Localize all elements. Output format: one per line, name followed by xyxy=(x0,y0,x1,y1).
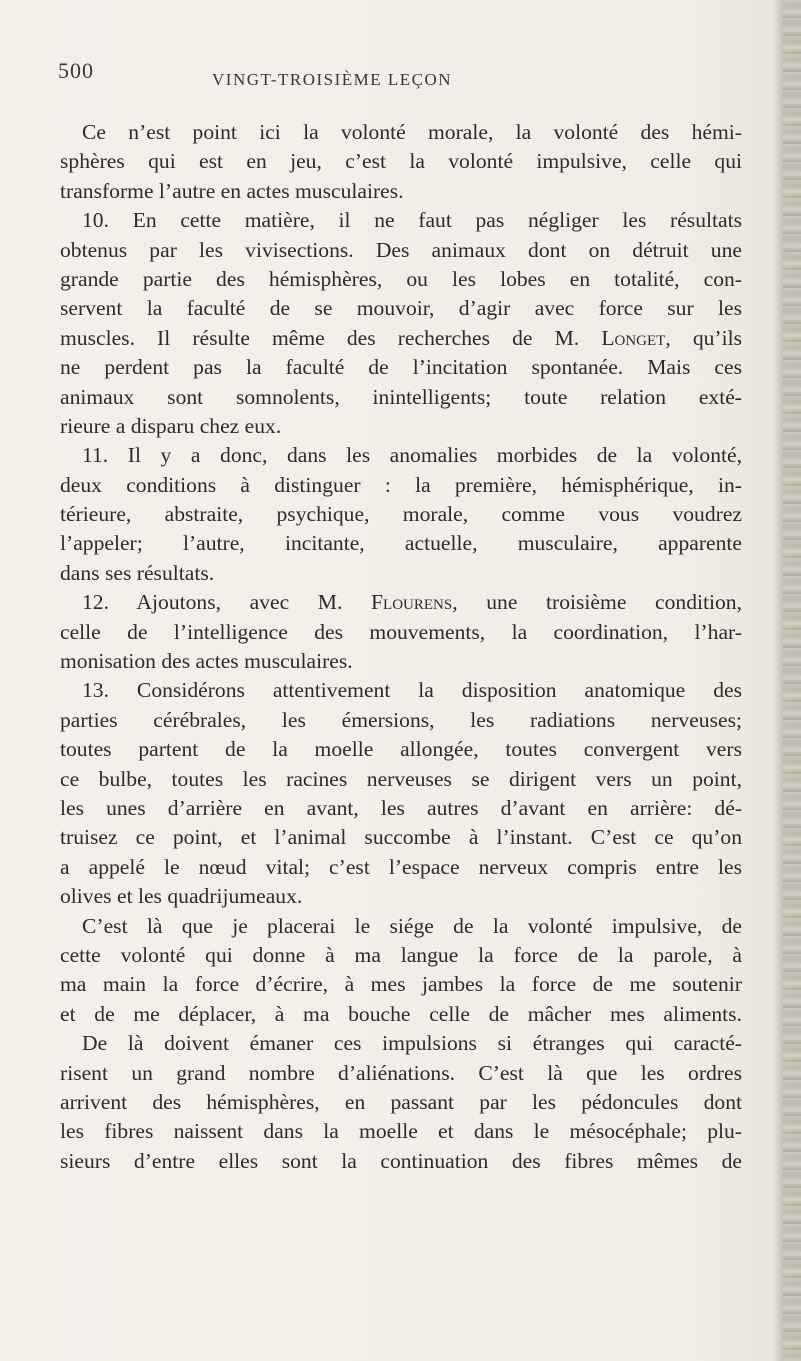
text-line: les unes d’arrière en avant, les autres d’avant en arrière: dé- xyxy=(60,795,742,820)
text-line: animaux sont somnolents, inintelligents; toute relation exté- xyxy=(60,384,742,409)
text-line: celle de l’intelligence des mouvements, la coordination, l’har- xyxy=(60,619,742,644)
text-line: Ce n’est point ici la volonté morale, la volonté des hémi- xyxy=(82,120,742,144)
text-line: 12. Ajoutons, avec M. Flourens, une troisième condition, xyxy=(82,590,742,615)
small-caps-name: Flourens xyxy=(371,590,453,615)
text-line: obtenus par les vivisections. Des animaux dont on détruit une xyxy=(60,237,742,262)
text-line: arrivent des hémisphères, en passant par les pédoncules dont xyxy=(60,1089,742,1114)
small-caps-name: Longet xyxy=(601,325,666,350)
text-line: l’appeler; l’autre, incitante, actuelle, musculaire, apparente xyxy=(60,531,742,556)
text-line: ma main la force d’écrire, à mes jambes la force de me soutenir xyxy=(60,972,742,997)
text-line: transforme l’autre en actes musculaires. xyxy=(60,178,404,203)
text-line: ce bulbe, toutes les racines nerveuses se dirigent vers un point, xyxy=(60,766,742,791)
text-line: a appelé le nœud vital; c’est l’espace nerveux compris entre les xyxy=(60,854,742,879)
text-line: truisez ce point, et l’animal succombe à l’instant. C’est ce qu’on xyxy=(60,825,742,850)
text-line: 13. Considérons attentivement la disposition anatomique des xyxy=(82,678,742,703)
text-line: C’est là que je placerai le siége de la volonté impulsive, de xyxy=(82,913,742,938)
body-text xyxy=(60,118,742,1176)
text-line: et de me déplacer, à ma bouche celle de mâcher mes aliments. xyxy=(60,1001,742,1026)
text-line: servent la faculté de se mouvoir, d’agir avec force sur les xyxy=(60,296,742,321)
text-line: monisation des actes musculaires. xyxy=(60,649,353,674)
text-line: grande partie des hémisphères, ou les lobes en totalité, con- xyxy=(60,266,742,291)
text-line: rieure a disparu chez eux. xyxy=(60,413,282,438)
text-line: sphères qui est en jeu, c’est la volonté impulsive, celle qui xyxy=(60,149,742,174)
text-line: 11. Il y a donc, dans les anomalies morbides de la volonté, xyxy=(82,443,742,468)
text-line: deux conditions à distinguer : la première, hémisphérique, in- xyxy=(60,472,742,497)
text-line: les fibres naissent dans la moelle et dans le mésocéphale; plu- xyxy=(60,1119,742,1144)
text-line: risent un grand nombre d’aliénations. C’est là que les ordres xyxy=(60,1060,742,1085)
text-line: ne perdent pas la faculté de l’incitation spontanée. Mais ces xyxy=(60,355,742,380)
text-line: muscles. Il résulte même des recherches de M. Longet, qu’ils xyxy=(60,325,743,350)
text-line: De là doivent émaner ces impulsions si étranges qui caracté- xyxy=(82,1031,742,1056)
text-line: térieure, abstraite, psychique, morale, comme vous voudrez xyxy=(60,502,742,527)
page-edge xyxy=(783,0,801,1361)
text-line: sieurs d’entre elles sont la continuation des fibres mêmes de xyxy=(60,1148,742,1173)
page-number: 500 xyxy=(58,58,94,83)
text-line: toutes partent de la moelle allongée, toutes convergent vers xyxy=(60,737,742,762)
text-line: dans ses résultats. xyxy=(60,560,215,585)
page-edge-shadow xyxy=(773,0,783,1361)
text-line: olives et les quadrijumeaux. xyxy=(60,884,303,909)
text-line: cette volonté qui donne à ma langue la force de la parole, à xyxy=(60,942,742,967)
text-line: parties cérébrales, les émersions, les radiations nerveuses; xyxy=(60,707,742,732)
text-line: 10. En cette matière, il ne faut pas négliger les résultats xyxy=(82,208,742,233)
running-head: VINGT-TROISIÈME LEÇON xyxy=(212,70,453,89)
